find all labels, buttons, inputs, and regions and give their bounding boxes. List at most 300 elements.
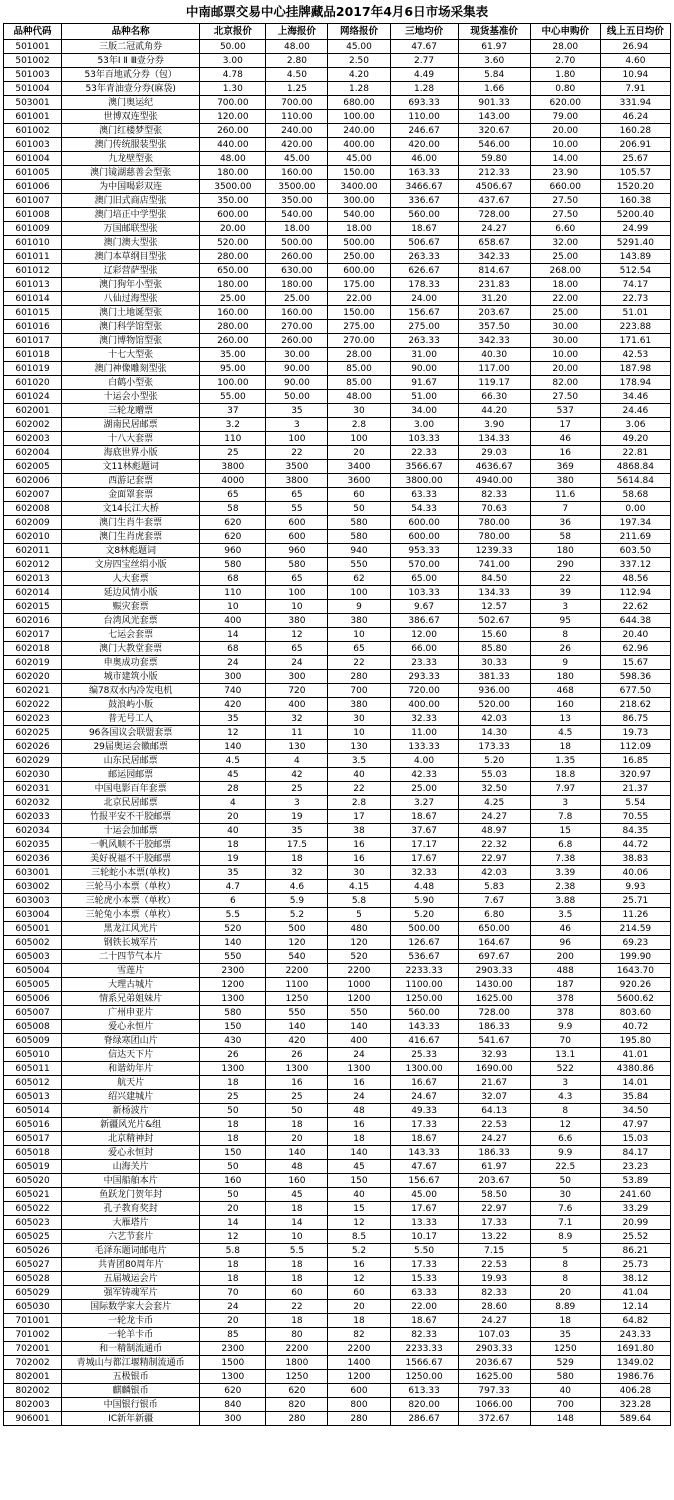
cell-name: 人大套票 <box>62 572 200 586</box>
cell-spot-base: 342.33 <box>458 250 530 264</box>
cell-name: 鼓浪屿小版 <box>62 698 200 712</box>
cell-spot-base: 437.67 <box>458 194 530 208</box>
cell-beijing: 650.00 <box>200 264 266 278</box>
table-row <box>4 544 671 558</box>
cell-center-bid: 537 <box>530 404 600 418</box>
cell-code: 601024 <box>4 390 62 404</box>
cell-name: 澳门生肖虎套票 <box>62 530 200 544</box>
cell-center-bid: 5 <box>530 1244 600 1258</box>
cell-avg3: 22.00 <box>390 1300 458 1314</box>
cell-center-bid: 7.38 <box>530 852 600 866</box>
cell-name: 海底世界小版 <box>62 446 200 460</box>
cell-shanghai: 2200 <box>266 964 328 978</box>
cell-shanghai: 22 <box>266 1300 328 1314</box>
table-row <box>4 1258 671 1272</box>
table-row <box>4 1048 671 1062</box>
cell-spot-base: 82.33 <box>458 1286 530 1300</box>
col-header-online: 网络报价 <box>328 24 390 40</box>
cell-code: 605018 <box>4 1146 62 1160</box>
cell-5day-avg: 112.94 <box>600 586 670 600</box>
cell-shanghai: 50.00 <box>266 390 328 404</box>
cell-online: 22 <box>328 656 390 670</box>
cell-5day-avg: 323.28 <box>600 1398 670 1412</box>
cell-name: 中国银行银币 <box>62 1398 200 1412</box>
cell-code: 603004 <box>4 908 62 922</box>
cell-shanghai: 3500.00 <box>266 180 328 194</box>
cell-name: 文11林彪题词 <box>62 460 200 474</box>
cell-online: 150.00 <box>328 306 390 320</box>
cell-shanghai: 180.00 <box>266 278 328 292</box>
cell-name: 三轮马小本票（单枚） <box>62 880 200 894</box>
cell-code: 602017 <box>4 628 62 642</box>
cell-beijing: 18 <box>200 1076 266 1090</box>
table-row <box>4 572 671 586</box>
cell-beijing: 740 <box>200 684 266 698</box>
cell-beijing: 24 <box>200 1300 266 1314</box>
cell-spot-base: 1625.00 <box>458 992 530 1006</box>
cell-code: 501001 <box>4 40 62 54</box>
cell-5day-avg: 14.01 <box>600 1076 670 1090</box>
cell-5day-avg: 187.98 <box>600 362 670 376</box>
cell-avg3: 133.33 <box>390 740 458 754</box>
cell-beijing: 4.78 <box>200 68 266 82</box>
cell-spot-base: 32.50 <box>458 782 530 796</box>
cell-beijing: 180.00 <box>200 166 266 180</box>
cell-shanghai: 540 <box>266 950 328 964</box>
cell-center-bid: 9 <box>530 656 600 670</box>
cell-5day-avg: 211.69 <box>600 530 670 544</box>
cell-code: 605020 <box>4 1174 62 1188</box>
cell-online: 16 <box>328 1258 390 1272</box>
cell-beijing: 840 <box>200 1398 266 1412</box>
cell-beijing: 430 <box>200 1034 266 1048</box>
cell-name: 澳门红楼梦型张 <box>62 124 200 138</box>
cell-avg3: 2.77 <box>390 54 458 68</box>
cell-shanghai: 420.00 <box>266 138 328 152</box>
cell-online: 100 <box>328 432 390 446</box>
cell-code: 602036 <box>4 852 62 866</box>
cell-beijing: 35 <box>200 866 266 880</box>
cell-shanghai: 2200 <box>266 1342 328 1356</box>
table-row <box>4 292 671 306</box>
cell-online: 280 <box>328 670 390 684</box>
cell-name: 山海关片 <box>62 1160 200 1174</box>
cell-beijing: 2300 <box>200 964 266 978</box>
cell-spot-base: 5.83 <box>458 880 530 894</box>
cell-avg3: 34.00 <box>390 404 458 418</box>
cell-avg3: 263.33 <box>390 250 458 264</box>
cell-spot-base: 797.33 <box>458 1384 530 1398</box>
cell-beijing: 68 <box>200 572 266 586</box>
cell-5day-avg: 62.96 <box>600 642 670 656</box>
cell-5day-avg: 74.17 <box>600 278 670 292</box>
cell-spot-base: 541.67 <box>458 1034 530 1048</box>
cell-5day-avg: 23.23 <box>600 1160 670 1174</box>
cell-code: 602001 <box>4 404 62 418</box>
cell-5day-avg: 44.72 <box>600 838 670 852</box>
cell-name: 信达天下片 <box>62 1048 200 1062</box>
cell-center-bid: 1.80 <box>530 68 600 82</box>
cell-avg3: 5.20 <box>390 908 458 922</box>
cell-name: 澳门培正中学型张 <box>62 208 200 222</box>
cell-code: 602034 <box>4 824 62 838</box>
cell-center-bid: 3 <box>530 600 600 614</box>
cell-shanghai: 35 <box>266 824 328 838</box>
cell-online: 120 <box>328 936 390 950</box>
cell-spot-base: 520.00 <box>458 698 530 712</box>
cell-avg3: 17.33 <box>390 1118 458 1132</box>
cell-center-bid: 378 <box>530 992 600 1006</box>
cell-5day-avg: 20.99 <box>600 1216 670 1230</box>
cell-spot-base: 4940.00 <box>458 474 530 488</box>
cell-spot-base: 342.33 <box>458 334 530 348</box>
cell-avg3: 286.67 <box>390 1412 458 1426</box>
table-row <box>4 1216 671 1230</box>
cell-shanghai: 80 <box>266 1328 328 1342</box>
cell-5day-avg: 35.84 <box>600 1090 670 1104</box>
cell-code: 602008 <box>4 502 62 516</box>
cell-avg3: 4.00 <box>390 754 458 768</box>
cell-spot-base: 24.27 <box>458 1314 530 1328</box>
table-row <box>4 432 671 446</box>
cell-beijing: 55.00 <box>200 390 266 404</box>
cell-name: 文房四宝丝绢小版 <box>62 558 200 572</box>
cell-spot-base: 40.30 <box>458 348 530 362</box>
cell-shanghai: 18 <box>266 852 328 866</box>
cell-avg3: 42.33 <box>390 768 458 782</box>
cell-name: 一轮羊卡币 <box>62 1328 200 1342</box>
cell-code: 605004 <box>4 964 62 978</box>
cell-name: 延边风情小版 <box>62 586 200 600</box>
cell-name: 山东民居邮票 <box>62 754 200 768</box>
cell-online: 48.00 <box>328 390 390 404</box>
cell-spot-base: 58.50 <box>458 1188 530 1202</box>
cell-name: 普无号工人 <box>62 712 200 726</box>
cell-center-bid: 17 <box>530 418 600 432</box>
cell-avg3: 293.33 <box>390 670 458 684</box>
cell-online: 4.20 <box>328 68 390 82</box>
cell-shanghai: 30.00 <box>266 348 328 362</box>
cell-center-bid: 3.5 <box>530 908 600 922</box>
cell-5day-avg: 9.93 <box>600 880 670 894</box>
cell-name: 情系兄弟姐妹片 <box>62 992 200 1006</box>
cell-spot-base: 936.00 <box>458 684 530 698</box>
cell-avg3: 24.00 <box>390 292 458 306</box>
cell-shanghai: 25 <box>266 782 328 796</box>
cell-beijing: 3.2 <box>200 418 266 432</box>
cell-center-bid: 14.00 <box>530 152 600 166</box>
cell-beijing: 68 <box>200 642 266 656</box>
cell-name: 53年Ⅰ Ⅱ Ⅲ壹分券 <box>62 54 200 68</box>
cell-center-bid: 3.88 <box>530 894 600 908</box>
cell-name: 29届奥运会徽邮票 <box>62 740 200 754</box>
cell-spot-base: 32.07 <box>458 1090 530 1104</box>
cell-code: 802003 <box>4 1398 62 1412</box>
cell-spot-base: 186.33 <box>458 1020 530 1034</box>
cell-code: 602006 <box>4 474 62 488</box>
cell-online: 3400 <box>328 460 390 474</box>
cell-5day-avg: 10.94 <box>600 68 670 82</box>
cell-online: 45.00 <box>328 152 390 166</box>
cell-5day-avg: 34.50 <box>600 1104 670 1118</box>
cell-center-bid: 36 <box>530 516 600 530</box>
cell-center-bid: 25.00 <box>530 250 600 264</box>
cell-code: 601003 <box>4 138 62 152</box>
cell-code: 605013 <box>4 1090 62 1104</box>
cell-code: 605001 <box>4 922 62 936</box>
cell-5day-avg: 42.53 <box>600 348 670 362</box>
cell-online: 1.28 <box>328 82 390 96</box>
cell-avg3: 1100.00 <box>390 978 458 992</box>
cell-avg3: 23.33 <box>390 656 458 670</box>
cell-spot-base: 901.33 <box>458 96 530 110</box>
cell-code: 602021 <box>4 684 62 698</box>
cell-online: 28.00 <box>328 348 390 362</box>
cell-beijing: 580 <box>200 1006 266 1020</box>
cell-avg3: 570.00 <box>390 558 458 572</box>
table-row <box>4 320 671 334</box>
cell-beijing: 280.00 <box>200 250 266 264</box>
cell-spot-base: 22.97 <box>458 852 530 866</box>
cell-center-bid: 4.3 <box>530 1090 600 1104</box>
cell-center-bid: 2.70 <box>530 54 600 68</box>
cell-avg3: 32.33 <box>390 866 458 880</box>
table-row <box>4 1104 671 1118</box>
cell-spot-base: 17.33 <box>458 1216 530 1230</box>
cell-center-bid: 378 <box>530 1006 600 1020</box>
cell-avg3: 178.33 <box>390 278 458 292</box>
cell-avg3: 1250.00 <box>390 1370 458 1384</box>
cell-spot-base: 61.97 <box>458 40 530 54</box>
cell-shanghai: 32 <box>266 866 328 880</box>
cell-online: 1300 <box>328 1062 390 1076</box>
cell-spot-base: 13.22 <box>458 1230 530 1244</box>
cell-code: 603002 <box>4 880 62 894</box>
table-row <box>4 1272 671 1286</box>
cell-code: 601016 <box>4 320 62 334</box>
cell-5day-avg: 22.62 <box>600 600 670 614</box>
cell-center-bid: 468 <box>530 684 600 698</box>
cell-shanghai: 11 <box>266 726 328 740</box>
cell-shanghai: 45.00 <box>266 152 328 166</box>
cell-avg3: 156.67 <box>390 1174 458 1188</box>
table-row <box>4 838 671 852</box>
cell-name: 辽彩营萨型张 <box>62 264 200 278</box>
cell-center-bid: 20.00 <box>530 124 600 138</box>
cell-name: 六艺节套片 <box>62 1230 200 1244</box>
cell-beijing: 1200 <box>200 978 266 992</box>
cell-shanghai: 720 <box>266 684 328 698</box>
cell-beijing: 25 <box>200 1090 266 1104</box>
cell-online: 16 <box>328 838 390 852</box>
cell-beijing: 160 <box>200 1174 266 1188</box>
cell-spot-base: 42.03 <box>458 866 530 880</box>
cell-beijing: 12 <box>200 726 266 740</box>
cell-online: 12 <box>328 1272 390 1286</box>
cell-name: 申奥成功套票 <box>62 656 200 670</box>
table-row <box>4 306 671 320</box>
cell-name: 竹报平安不干胶邮票 <box>62 810 200 824</box>
cell-center-bid: 27.50 <box>530 390 600 404</box>
table-row <box>4 936 671 950</box>
cell-5day-avg: 33.29 <box>600 1202 670 1216</box>
cell-5day-avg: 58.68 <box>600 488 670 502</box>
cell-beijing: 440.00 <box>200 138 266 152</box>
cell-beijing: 350.00 <box>200 194 266 208</box>
cell-online: 60 <box>328 1286 390 1300</box>
cell-name: 澳门神像雕刻型张 <box>62 362 200 376</box>
cell-shanghai: 42 <box>266 768 328 782</box>
col-header-shanghai: 上海报价 <box>266 24 328 40</box>
cell-shanghai: 130 <box>266 740 328 754</box>
cell-spot-base: 22.53 <box>458 1258 530 1272</box>
cell-code: 602013 <box>4 572 62 586</box>
cell-spot-base: 3.90 <box>458 418 530 432</box>
cell-name: 北京民居邮票 <box>62 796 200 810</box>
cell-code: 601013 <box>4 278 62 292</box>
cell-name: 城市建筑小版 <box>62 670 200 684</box>
cell-name: 白鹤小型张 <box>62 376 200 390</box>
cell-online: 550 <box>328 558 390 572</box>
cell-spot-base: 14.30 <box>458 726 530 740</box>
cell-avg3: 46.00 <box>390 152 458 166</box>
cell-beijing: 1500 <box>200 1356 266 1370</box>
cell-code: 605009 <box>4 1034 62 1048</box>
cell-5day-avg: 178.94 <box>600 376 670 390</box>
cell-5day-avg: 1520.20 <box>600 180 670 194</box>
cell-code: 501003 <box>4 68 62 82</box>
cell-shanghai: 5.5 <box>266 1244 328 1258</box>
cell-code: 602030 <box>4 768 62 782</box>
cell-shanghai: 35 <box>266 404 328 418</box>
cell-5day-avg: 171.61 <box>600 334 670 348</box>
cell-avg3: 720.00 <box>390 684 458 698</box>
cell-online: 24 <box>328 1090 390 1104</box>
cell-name: 新杨波片 <box>62 1104 200 1118</box>
cell-name: 为中国喝彩双连 <box>62 180 200 194</box>
cell-beijing: 14 <box>200 1216 266 1230</box>
col-header-beijing: 北京报价 <box>200 24 266 40</box>
cell-avg3: 103.33 <box>390 586 458 600</box>
cell-name: 青城山与都江堰精制流通币 <box>62 1356 200 1370</box>
cell-center-bid: 79.00 <box>530 110 600 124</box>
table-row <box>4 278 671 292</box>
cell-shanghai: 1100 <box>266 978 328 992</box>
table-row <box>4 964 671 978</box>
cell-avg3: 5.50 <box>390 1244 458 1258</box>
cell-shanghai: 300 <box>266 670 328 684</box>
table-row <box>4 194 671 208</box>
cell-5day-avg: 112.09 <box>600 740 670 754</box>
cell-center-bid: 580 <box>530 1370 600 1384</box>
cell-center-bid: 180 <box>530 544 600 558</box>
cell-spot-base: 4636.67 <box>458 460 530 474</box>
cell-online: 48 <box>328 1104 390 1118</box>
cell-avg3: 65.00 <box>390 572 458 586</box>
cell-5day-avg: 803.60 <box>600 1006 670 1020</box>
cell-avg3: 45.00 <box>390 1188 458 1202</box>
table-row <box>4 782 671 796</box>
cell-code: 605017 <box>4 1132 62 1146</box>
cell-name: 钢铁长城军片 <box>62 936 200 950</box>
cell-online: 5.8 <box>328 894 390 908</box>
cell-5day-avg: 86.75 <box>600 712 670 726</box>
cell-online: 140 <box>328 1146 390 1160</box>
cell-center-bid: 620.00 <box>530 96 600 110</box>
cell-center-bid: 15 <box>530 824 600 838</box>
cell-center-bid: 50 <box>530 1174 600 1188</box>
cell-beijing: 280.00 <box>200 320 266 334</box>
cell-spot-base: 7.15 <box>458 1244 530 1258</box>
table-row <box>4 124 671 138</box>
cell-online: 380 <box>328 698 390 712</box>
cell-beijing: 160.00 <box>200 306 266 320</box>
cell-5day-avg: 512.54 <box>600 264 670 278</box>
cell-center-bid: 11.6 <box>530 488 600 502</box>
table-row <box>4 950 671 964</box>
cell-center-bid: 18.8 <box>530 768 600 782</box>
cell-spot-base: 203.67 <box>458 306 530 320</box>
cell-5day-avg: 5.54 <box>600 796 670 810</box>
cell-shanghai: 100 <box>266 586 328 600</box>
cell-code: 605010 <box>4 1048 62 1062</box>
cell-beijing: 40 <box>200 824 266 838</box>
cell-code: 605003 <box>4 950 62 964</box>
cell-beijing: 420 <box>200 698 266 712</box>
cell-shanghai: 630.00 <box>266 264 328 278</box>
cell-name: 雪莲片 <box>62 964 200 978</box>
page-title: 中南邮票交易中心挂牌藏品2017年4月6日市场采集表 <box>185 4 489 19</box>
cell-name: 强军铸魂军片 <box>62 1286 200 1300</box>
cell-shanghai: 5.9 <box>266 894 328 908</box>
cell-avg3: 693.33 <box>390 96 458 110</box>
cell-avg3: 91.67 <box>390 376 458 390</box>
cell-spot-base: 21.67 <box>458 1076 530 1090</box>
cell-avg3: 17.17 <box>390 838 458 852</box>
cell-online: 30 <box>328 712 390 726</box>
cell-beijing: 50.00 <box>200 40 266 54</box>
cell-5day-avg: 589.64 <box>600 1412 670 1426</box>
table-row <box>4 530 671 544</box>
cell-online: 18 <box>328 1314 390 1328</box>
cell-name: 澳门狗年小型张 <box>62 278 200 292</box>
cell-online: 940 <box>328 544 390 558</box>
cell-center-bid: 148 <box>530 1412 600 1426</box>
cell-online: 30 <box>328 404 390 418</box>
cell-beijing: 100.00 <box>200 376 266 390</box>
cell-code: 602005 <box>4 460 62 474</box>
cell-avg3: 18.67 <box>390 1314 458 1328</box>
cell-online: 15 <box>328 1202 390 1216</box>
table-row <box>4 110 671 124</box>
cell-spot-base: 728.00 <box>458 1006 530 1020</box>
cell-beijing: 50 <box>200 1188 266 1202</box>
cell-beijing: 12 <box>200 1230 266 1244</box>
table-row <box>4 264 671 278</box>
cell-avg3: 156.67 <box>390 306 458 320</box>
cell-online: 680.00 <box>328 96 390 110</box>
cell-spot-base: 697.67 <box>458 950 530 964</box>
cell-online: 700 <box>328 684 390 698</box>
cell-avg3: 18.67 <box>390 222 458 236</box>
cell-spot-base: 2903.33 <box>458 964 530 978</box>
table-row <box>4 68 671 82</box>
cell-center-bid: 82.00 <box>530 376 600 390</box>
cell-shanghai: 24 <box>266 656 328 670</box>
cell-avg3: 416.67 <box>390 1034 458 1048</box>
cell-code: 602022 <box>4 698 62 712</box>
table-row <box>4 824 671 838</box>
